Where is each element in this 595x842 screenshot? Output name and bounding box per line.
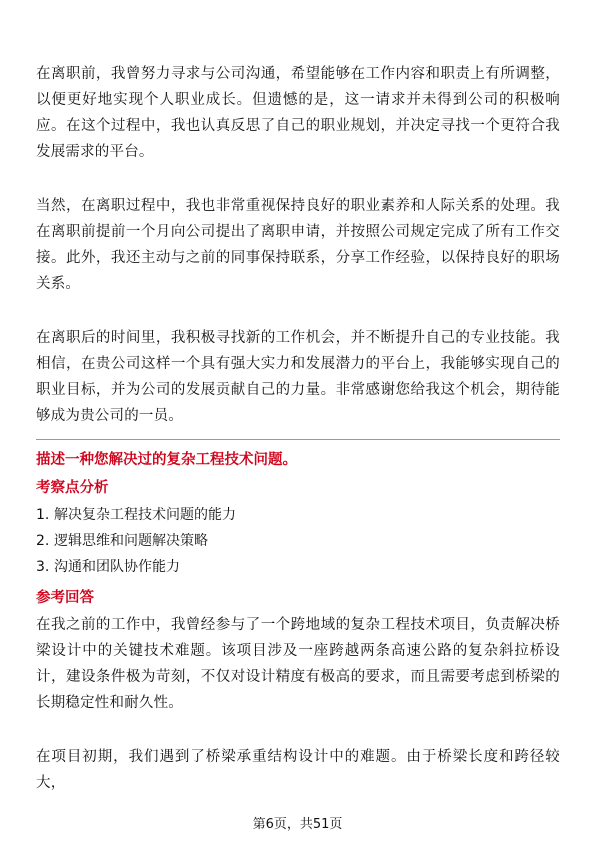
page-content <box>36 61 560 796</box>
intro-paragraph-1: 在离职前，我曾努力寻求与公司沟通，希望能够在工作内容和职责上有所调整，以便更好地实现个人职业成长。但遗憾的是，这一请求并未得到公司的积极响应。在这个过程中，我也认真反思了自己的职业规划，并决定寻找一个更符合我发展需求的平台。 <box>36 66 560 160</box>
paragraph-gap <box>36 297 560 325</box>
section-divider <box>36 439 560 440</box>
question-heading: 描述一种您解决过的复杂工程技术问题。 <box>36 452 297 468</box>
intro-paragraph-2: 当然，在离职过程中，我也非常重视保持良好的职业素养和人际关系的处理。我在离职前提前一个月向公司提出了离职申请，并按照公司规定完成了所有工作交接。此外，我还主动与之前的同事保持联系，分享工作经验，以保持良好的职场关系。 <box>36 198 560 292</box>
page-number-footer: 第6页，共51页 <box>252 817 343 832</box>
intro-paragraph-3: 在离职后的时间里，我积极寻找新的工作机会，并不断提升自己的专业技能。我相信，在贵公司这样一个具有强大实力和发展潜力的平台上，我能够实现自己的职业目标，并为公司的发展贡献自己的力量。非常感谢您给我这个机会，期待能够成为贵公司的一员。 <box>36 330 560 424</box>
paragraph-gap <box>36 716 560 744</box>
analysis-list <box>36 502 560 580</box>
answer-paragraph-1: 在我之前的工作中，我曾经参与了一个跨地域的复杂工程技术项目，负责解决桥梁设计中的关键技术难题。该项目涉及一座跨越两条高速公路的复杂斜拉桥设计，建设条件极为苛刻，不仅对设计精度有极高的要求，而且需要考虑到桥梁的长期稳定性和耐久性。 <box>36 617 560 711</box>
list-item-number: 2. <box>36 533 50 549</box>
list-item-number: 3. <box>36 559 50 575</box>
analysis-heading: 考察点分析 <box>36 480 109 496</box>
list-item-number: 1. <box>36 507 50 523</box>
list-item-text: 解决复杂工程技术问题的能力 <box>54 507 236 523</box>
paragraph-gap <box>36 165 560 193</box>
list-item <box>36 502 560 528</box>
list-item <box>36 554 560 580</box>
list-item-text: 逻辑思维和问题解决策略 <box>54 533 208 549</box>
answer-paragraph-2: 在项目初期，我们遇到了桥梁承重结构设计中的难题。由于桥梁长度和跨径较大， <box>36 749 560 791</box>
answer-heading: 参考回答 <box>36 590 94 606</box>
list-item <box>36 528 560 554</box>
list-item-text: 沟通和团队协作能力 <box>54 559 180 575</box>
